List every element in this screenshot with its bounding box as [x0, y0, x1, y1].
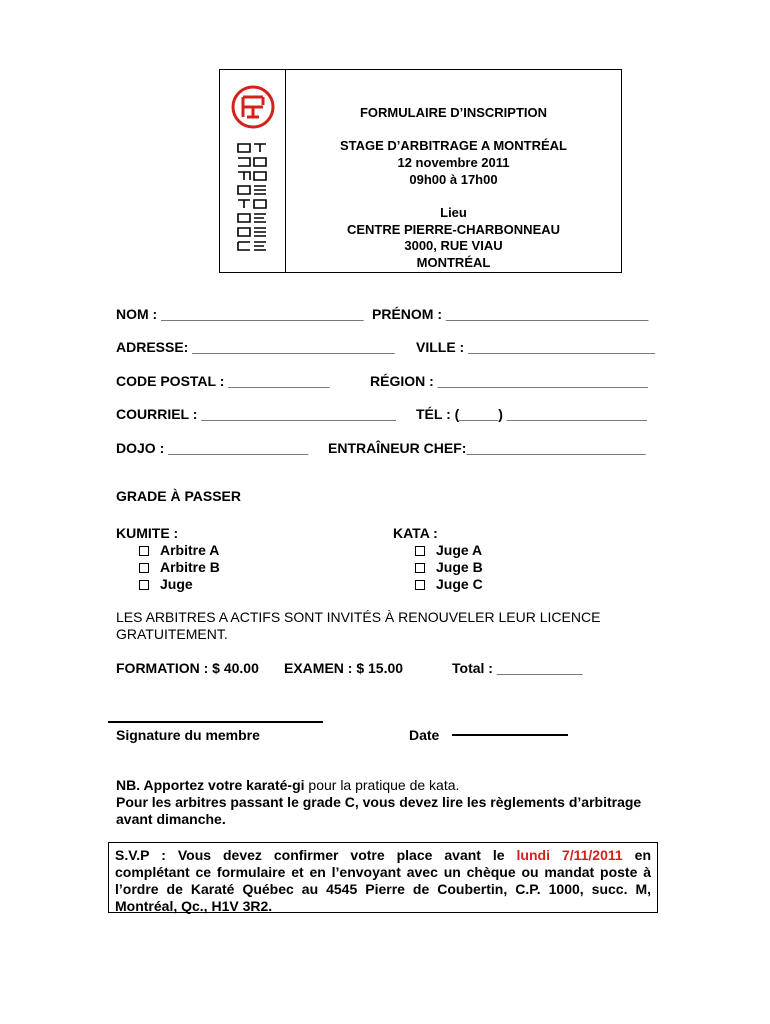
nom-field[interactable]: NOM : __________________________	[116, 306, 364, 322]
prenom-field[interactable]: PRÉNOM : __________________________	[372, 306, 649, 322]
region-field[interactable]: RÉGION : ___________________________	[370, 373, 648, 389]
header-box	[219, 69, 622, 273]
deadline-date: lundi 7/11/2011	[516, 847, 623, 863]
dojo-field[interactable]: DOJO : __________________	[116, 440, 309, 456]
code-postal-field[interactable]: CODE POSTAL : _____________	[116, 373, 330, 389]
venue-city: MONTRÉAL	[416, 255, 491, 270]
signature-line[interactable]	[108, 721, 323, 723]
event-time: 09h00 à 17h00	[409, 172, 498, 187]
nb-normal: pour la pratique de kata.	[304, 777, 460, 793]
ville-field[interactable]: VILLE : ________________________	[416, 339, 655, 355]
adresse-field[interactable]: ADRESSE: __________________________	[116, 339, 395, 355]
courriel-field[interactable]: COURRIEL : _________________________	[116, 406, 396, 422]
kumite-option-arbitre-a[interactable]: Arbitre A	[139, 542, 220, 559]
nb-line-3: avant dimanche.	[116, 811, 226, 827]
entraineur-field[interactable]: ENTRAÎNEUR CHEF:_______________________	[328, 440, 646, 456]
checkbox[interactable]	[139, 580, 149, 590]
venue-name: CENTRE PIERRE-CHARBONNEAU	[346, 222, 561, 237]
kumite-option-arbitre-b[interactable]: Arbitre B	[139, 559, 220, 576]
total-field[interactable]: Total : ___________	[452, 660, 583, 676]
checkbox[interactable]	[415, 546, 425, 556]
event-title: STAGE D’ARBITRAGE A MONTRÉAL	[339, 138, 567, 153]
header-text	[286, 70, 621, 272]
nb-line-1	[116, 777, 459, 794]
svp-line-1: S.V.P : Vous devez confirmer votre place avant le lundi 7/11/2011 en	[115, 847, 651, 863]
notice-line-1: LES ARBITRES A ACTIFS SONT INVITÉS À RENOUVELER LEUR LICENCE	[116, 609, 601, 625]
kumite-label: KUMITE :	[116, 525, 179, 541]
date-label: Date	[409, 727, 440, 743]
notice-line-2: GRATUITEMENT.	[116, 626, 228, 642]
kata-option-juge-c[interactable]: Juge C	[415, 576, 483, 593]
grade-heading: GRADE À PASSER	[116, 488, 241, 504]
venue-address: 3000, RUE VIAU	[404, 238, 503, 253]
svp-line-2: complétant ce formulaire et en l’envoyant avec un chèque ou mandat poste à	[115, 864, 651, 880]
svp-notice-box	[108, 842, 658, 913]
kata-label: KATA :	[393, 525, 438, 541]
examen-fee: EXAMEN : $ 15.00	[284, 660, 404, 676]
kumite-option-juge[interactable]: Juge	[139, 576, 220, 593]
kata-option-juge-a[interactable]: Juge A	[415, 542, 483, 559]
svp-line-4: Montréal, Qc., H1V 3R2.	[115, 898, 273, 914]
kumite-options	[139, 542, 220, 593]
checkbox[interactable]	[139, 546, 149, 556]
kata-options	[415, 542, 483, 593]
formation-fee: FORMATION : $ 40.00	[116, 660, 259, 676]
event-date: 12 novembre 2011	[397, 155, 510, 170]
logo-cell	[220, 70, 286, 272]
checkbox[interactable]	[415, 580, 425, 590]
checkbox[interactable]	[139, 563, 149, 573]
nb-line-2: Pour les arbitres passant le grade C, vous devez lire les règlements d’arbitrage	[116, 794, 642, 810]
checkbox[interactable]	[415, 563, 425, 573]
signature-label: Signature du membre	[116, 727, 260, 743]
tel-field[interactable]: TÉL : (_____) __________________	[416, 406, 647, 422]
date-line[interactable]	[452, 734, 568, 736]
kata-option-juge-b[interactable]: Juge B	[415, 559, 483, 576]
place-label: Lieu	[440, 205, 467, 220]
svp-line-3: l’ordre de Karaté Québec au 4545 Pierre de Coubertin, C.P. 1000, succ. M,	[115, 881, 651, 897]
karate-quebec-wordmark-icon	[234, 140, 270, 258]
nb-bold: NB. Apportez votre karaté-gi	[116, 777, 305, 793]
karate-quebec-logo-icon	[231, 85, 275, 129]
form-title: FORMULAIRE D’INSCRIPTION	[359, 105, 548, 120]
